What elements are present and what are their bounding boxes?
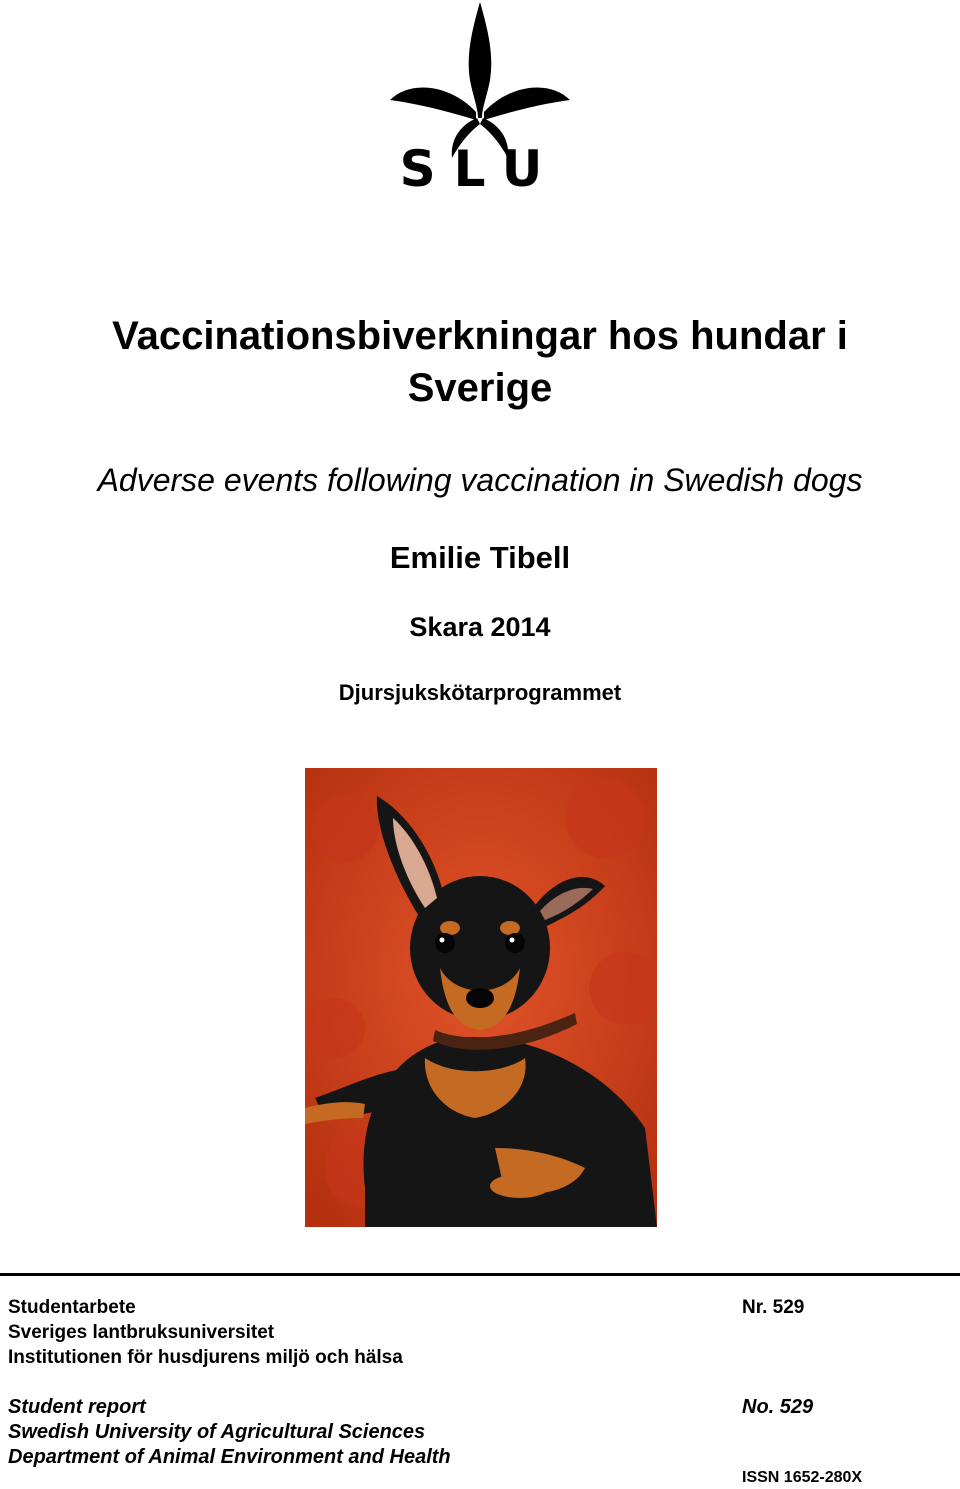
english-university: Swedish University of Agricultural Sciences [8,1421,426,1443]
swedish-report-number: Nr. 529 [742,1297,805,1318]
slu-logo-icon [380,0,580,195]
slu-wordmark: SLU [399,140,561,195]
swedish-department: Institutionen för husdjurens miljö och hälsa [8,1347,403,1368]
issn-number: ISSN 1652-280X [742,1469,863,1486]
programme-name: Djursjukskötarprogrammet [338,680,622,705]
document-title: Vaccinationsbiverkningar hos hundar i Sverige [112,314,848,410]
place-year: Skara 2014 [409,612,551,642]
dog-photo [305,768,657,1227]
english-department: Department of Animal Environment and Health [8,1446,451,1468]
swedish-university: Sveriges lantbruksuniversitet [8,1322,275,1343]
english-report-type: Student report [8,1396,146,1418]
document-subtitle: Adverse events following vaccination in Swedish dogs [97,462,863,498]
english-report-number: No. 529 [742,1396,814,1418]
divider-rule [0,1273,960,1276]
author-name: Emilie Tibell [389,540,571,575]
swedish-report-type: Studentarbete [8,1297,136,1318]
